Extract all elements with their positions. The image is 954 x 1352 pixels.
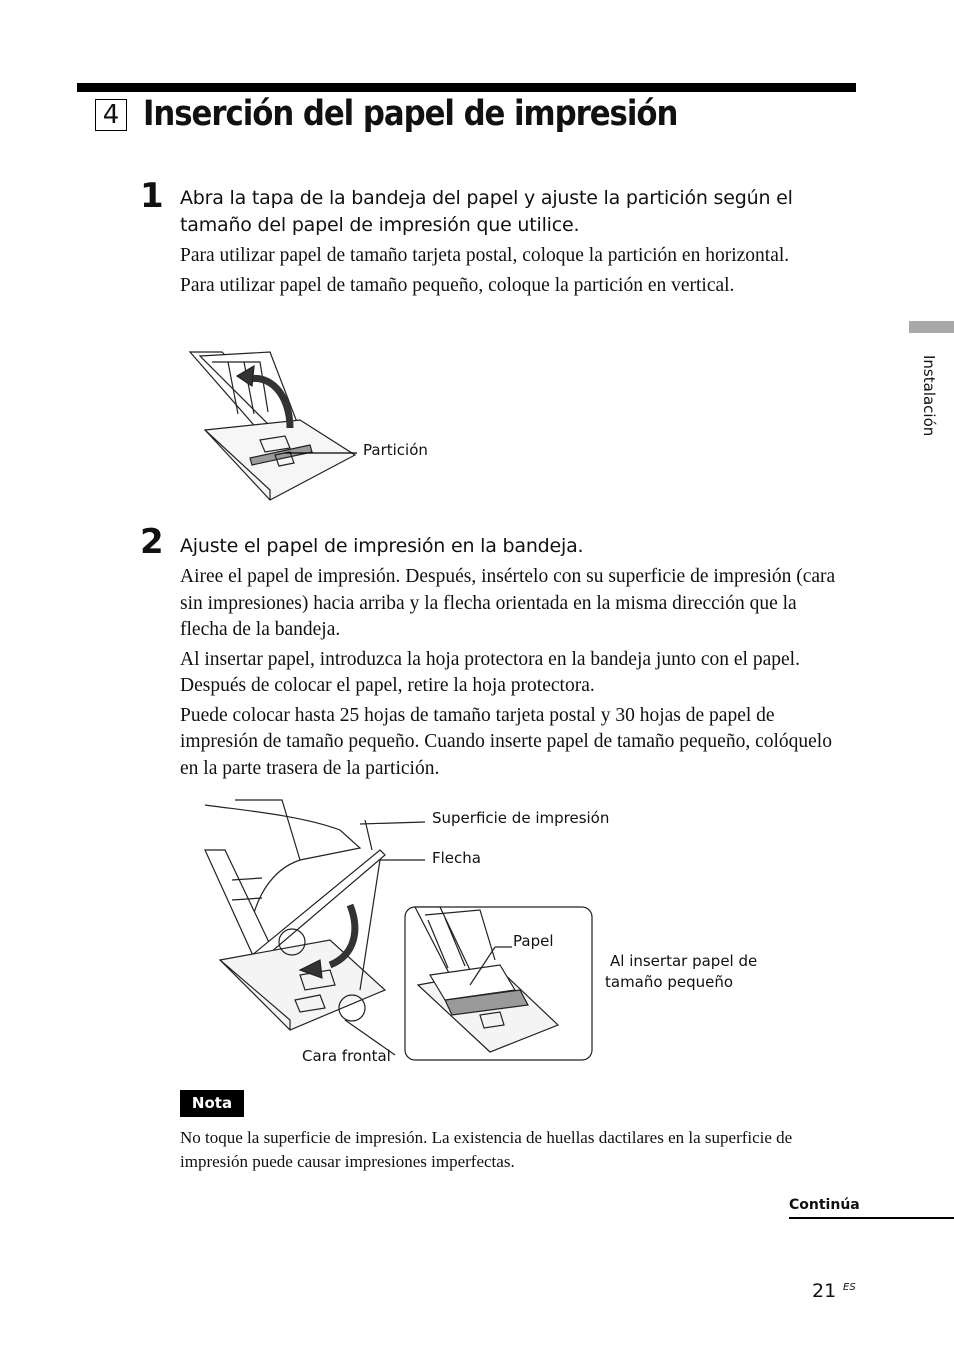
step-1-paragraph: Para utilizar papel de tamaño tarjeta postal, coloque la partición en horizontal.: [180, 245, 790, 266]
step-2-body: [180, 564, 845, 785]
page-number: 21: [812, 1280, 837, 1302]
callout-flecha: Flecha: [432, 849, 481, 867]
continue-label: Continúa: [789, 1197, 860, 1213]
page-title: Inserción del papel de impresión: [143, 94, 678, 134]
step-1-paragraph: Para utilizar papel de tamaño pequeño, coloque la partición en vertical.: [180, 274, 735, 296]
note-text: No toque la superficie de impresión. La existencia de huellas dactilares en la superficie de impresión puede causar impresiones imperfectas.: [180, 1128, 793, 1171]
callout-particion: Partición: [363, 441, 428, 459]
callout-cara-frontal: Cara frontal: [302, 1047, 391, 1065]
note-label: Nota: [180, 1090, 244, 1117]
step-1-heading: Abra la tapa de la bandeja del papel y ajuste la partición según el tamaño del papel de impresión que utilice.: [180, 187, 793, 236]
figure-2-inset: [405, 907, 592, 1060]
callout-superficie: Superficie de impresión: [432, 809, 610, 827]
callout-pequeno-line2: tamaño pequeño: [605, 973, 734, 991]
continue-rule: [789, 1217, 954, 1219]
side-tab-label: Instalación: [920, 355, 938, 437]
callout-pequeno-line1: Al insertar papel de: [610, 952, 758, 970]
step-2-heading: Ajuste el papel de impresión en la bandeja.: [180, 535, 584, 557]
page-language: ES: [843, 1282, 856, 1293]
step-2-paragraph: Airee el papel de impresión. Después, insértelo con su superficie de impresión (cara sin impresiones) hacia arriba y la flecha orientada en la misma dirección que la flecha de la bandeja.: [180, 566, 836, 640]
figure-2-main: [205, 800, 425, 1055]
section-number: 4: [95, 99, 127, 131]
callout-papel: Papel: [513, 932, 554, 950]
figure-1-tray: [190, 352, 357, 500]
step-2-paragraph: Al insertar papel, introduzca la hoja protectora en la bandeja junto con el papel. Después de colocar el papel, retire la hoja protectora.: [180, 648, 800, 696]
step-2-paragraph: Puede colocar hasta 25 hojas de tamaño tarjeta postal y 30 hojas de papel de impresión de tamaño pequeño. Cuando inserte papel de tamaño pequeño, colóquelo en la parte trasera de la partición.: [180, 704, 832, 779]
step-1-number: 1: [140, 176, 164, 216]
step-2-number: 2: [140, 522, 164, 562]
